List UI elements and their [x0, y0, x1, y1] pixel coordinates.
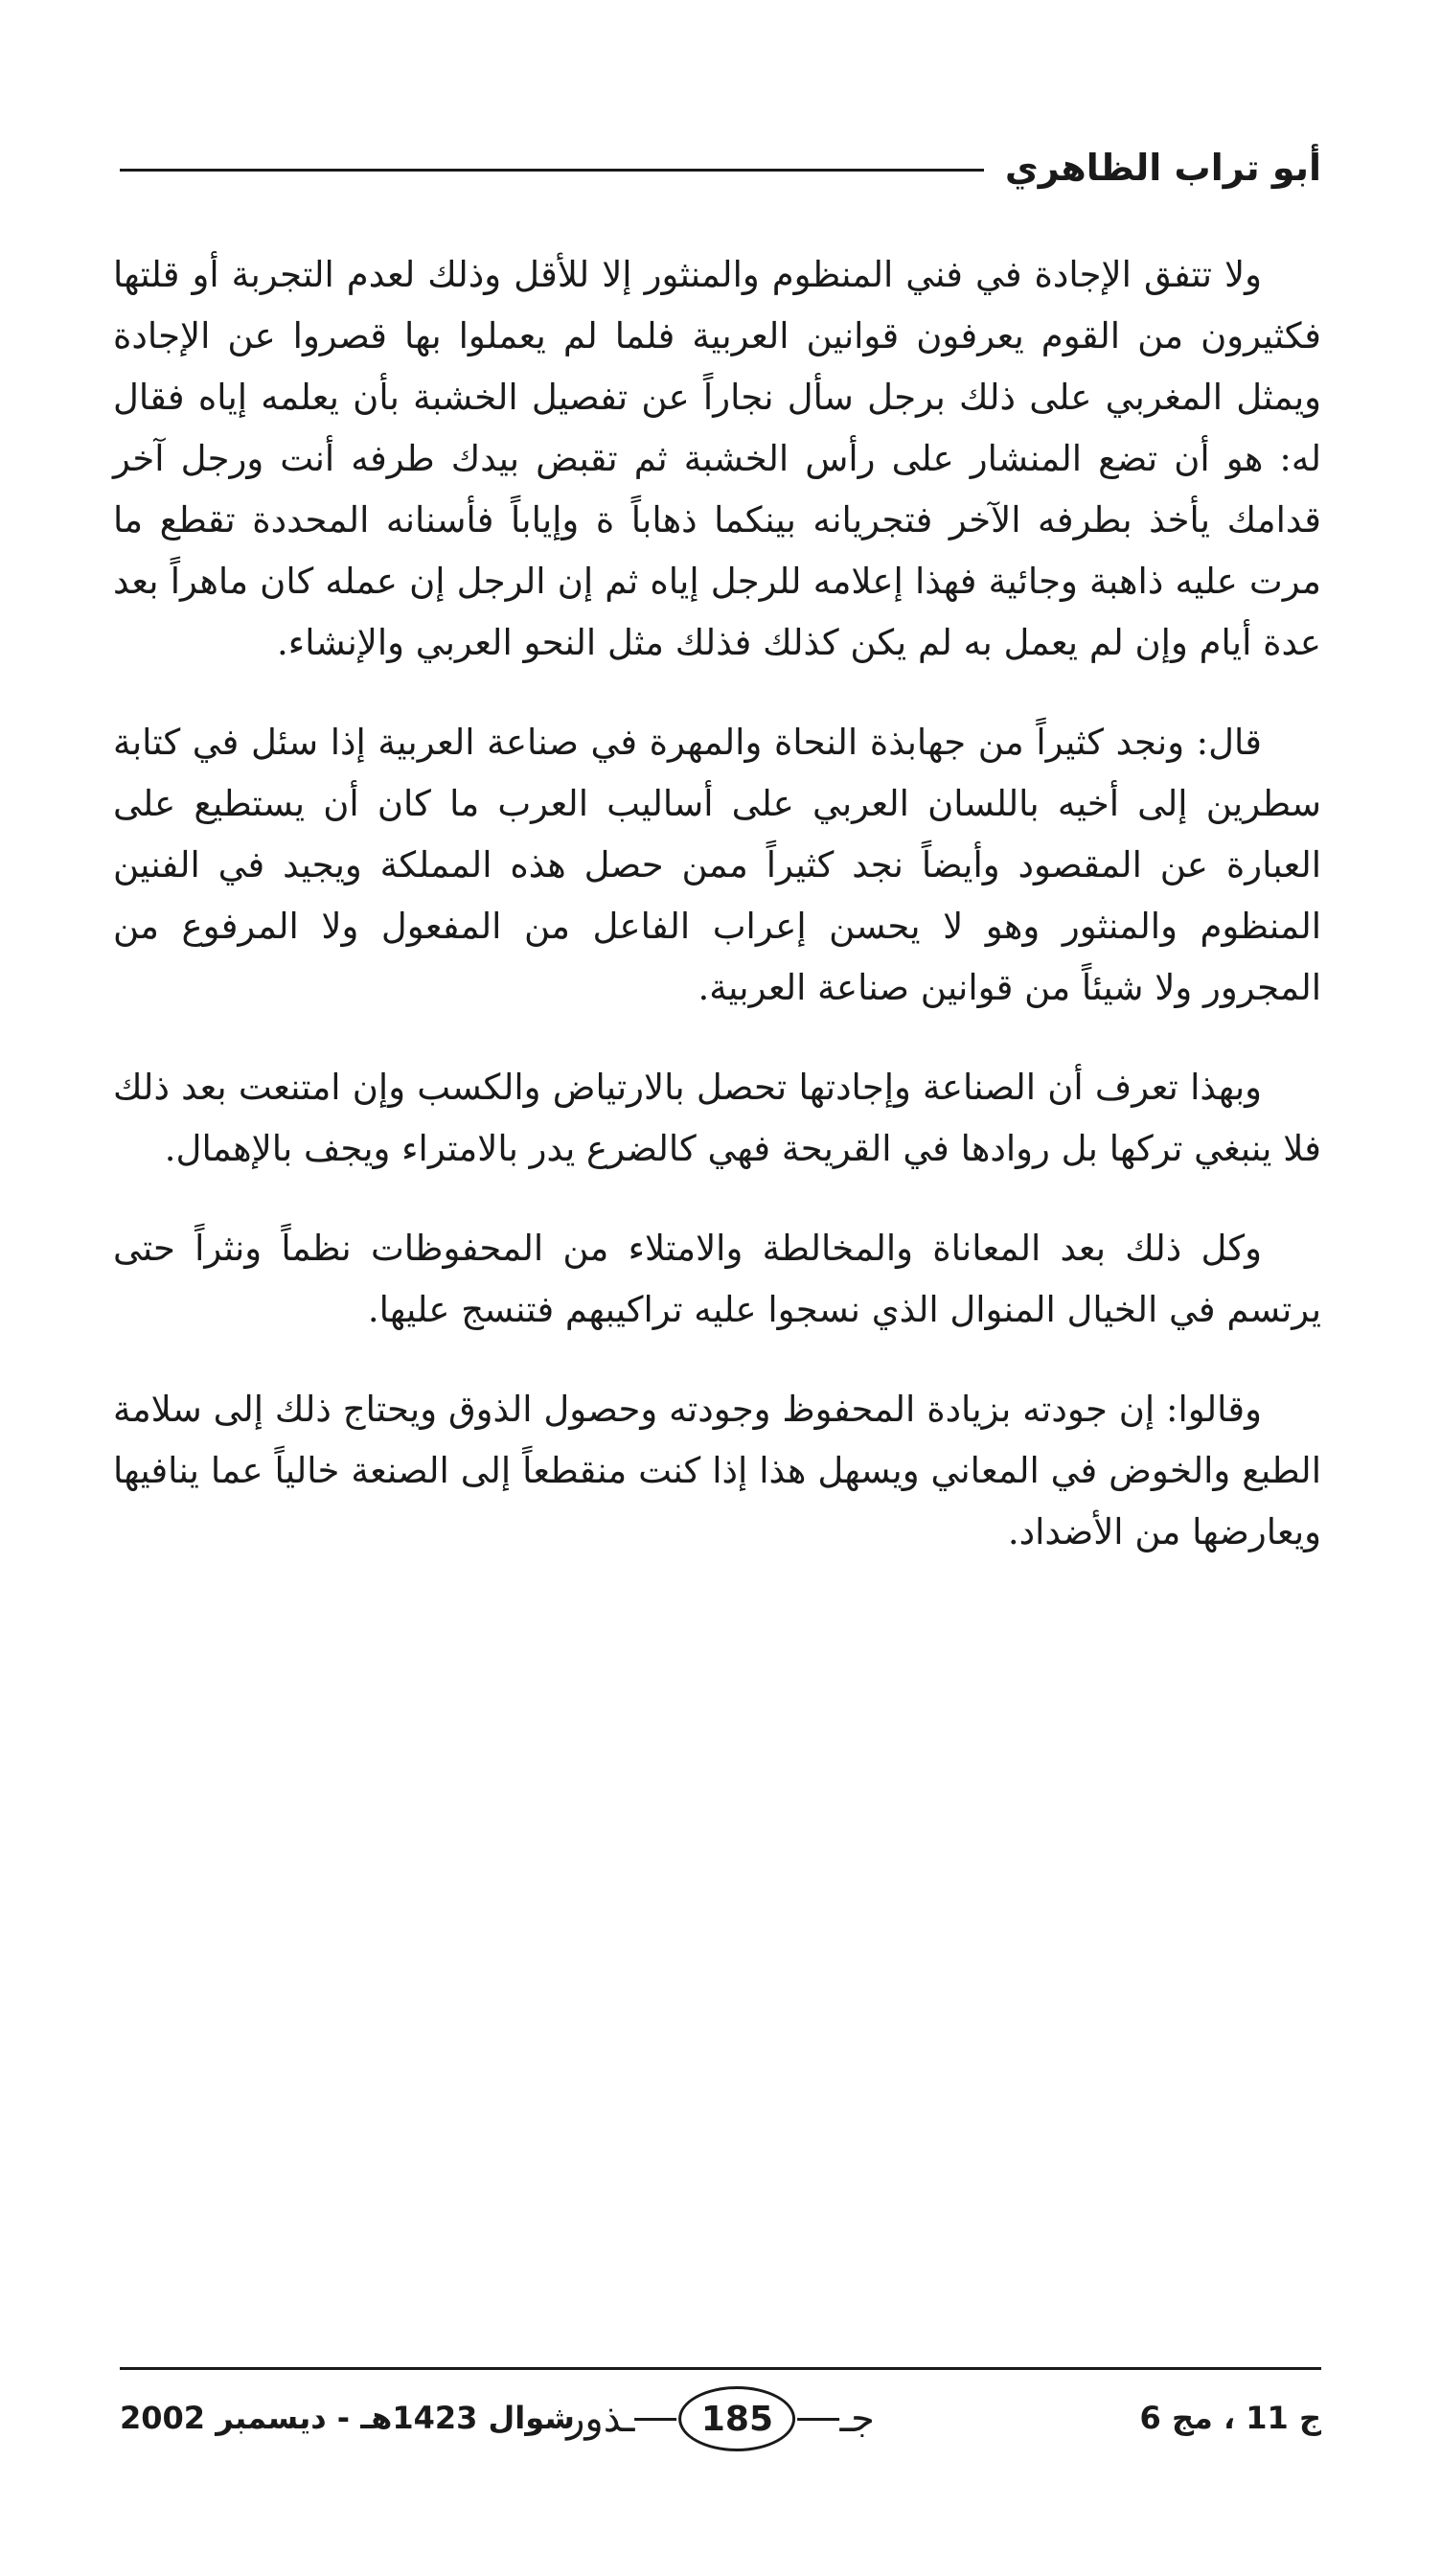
running-header: [120, 129, 1321, 206]
magazine-name-stroke: [634, 2418, 676, 2421]
article-body: [113, 244, 1321, 1601]
footer-rule: [120, 2367, 1321, 2370]
magazine-page-marker: [566, 2386, 875, 2451]
footer-issue: ج 11 ، مج 6: [1139, 2400, 1321, 2436]
paragraph: وكل ذلك بعد المعاناة والمخالطة والامتلاء من المحفوظات نظماً ونثراً حتى يرتسم في الخيال المنوال الذي نسجوا عليه تراكيبهم فتنسج عليها.: [113, 1228, 1321, 1330]
header-author: أبو تراب الظاهري: [1004, 147, 1321, 189]
magazine-name-stroke: [797, 2418, 839, 2421]
magazine-name-suffix: ـذور: [566, 2397, 635, 2441]
header-rule: [120, 169, 984, 172]
page-footer: [120, 2386, 1321, 2463]
paragraph: وبهذا تعرف أن الصناعة وإجادتها تحصل بالارتياض والكسب وإن امتنعت بعد ذلك فلا ينبغي تركها بل روادها في القريحة فهي كالضرع يدر بالامتراء ويجف بالإهمال.: [113, 1067, 1321, 1169]
page-number: 185: [678, 2386, 795, 2451]
paragraph: وقالوا: إن جودته بزيادة المحفوظ وجودته وحصول الذوق ويحتاج ذلك إلى سلامة الطبع والخوض في المعاني ويسهل هذا إذا كنت منقطعاً إلى الصنعة خالياً عما ينافيها ويعارضها من الأضداد.: [113, 1389, 1321, 1552]
magazine-name-prefix: جـ: [839, 2397, 875, 2441]
footer-date: شوال 1423هـ - ديسمبر 2002: [120, 2400, 575, 2436]
paragraph: قال: ونجد كثيراً من جهابذة النحاة والمهرة في صناعة العربية إذا سئل في كتابة سطرين إلى أخيه باللسان العربي على أساليب العرب ما كان أن يستطيع على العبارة عن المقصود وأيضاً نجد كثيراً ممن حصل هذه المملكة ويجيد في الفنين المنظوم والمنثور وهو لا يحسن إعراب الفاعل من المفعول ولا المرفوع من المجرور ولا شيئاً من قوانين صناعة العربية.: [113, 722, 1321, 1008]
paragraph: ولا تتفق الإجادة في فني المنظوم والمنثور إلا للأقل وذلك لعدم التجربة أو قلتها فكثيرون من القوم يعرفون قوانين العربية فلما لم يعملوا بها قصروا عن الإجادة ويمثل المغربي على ذلك برجل سأل نجاراً عن تفصيل الخشبة بأن يعلمه إياه فقال له: هو أن تضع المنشار على رأس الخشبة ثم تقبض بيدك طرفه أنت ورجل آخر قدامك يأخذ بطرفه الآخر فتجريانه بينكما ذهاباً ة وإياباً فأسنانه المحددة تقطع ما مرت عليه ذاهبة وجائية فهذا إعلامه للرجل إياه ثم إن الرجل إن عمله كان ماهراً بعد عدة أيام وإن لم يعمل به لم يكن كذلك فذلك مثل النحو العربي والإنشاء.: [113, 254, 1321, 663]
